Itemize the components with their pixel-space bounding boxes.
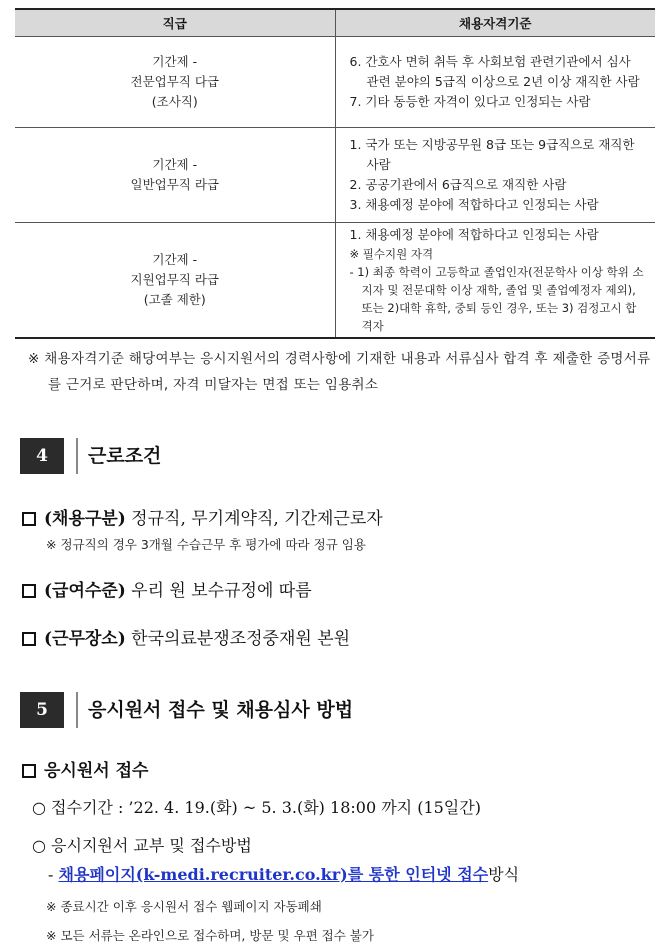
table-row (15, 37, 655, 128)
table-header-row (15, 9, 655, 37)
table-row (15, 223, 655, 339)
criteria-cell (335, 37, 655, 128)
criteria-item: 7. 기타 동등한 자격이 있다고 인정되는 사람 (349, 94, 591, 109)
criteria-item: 6. 간호사 면허 취득 후 사회보험 관련기관에서 심사 관련 분야의 5급직 이상으로 2년 이상 재직한 사람 (349, 54, 640, 89)
application-method: - 채용페이지(k-medi.recruiter.co.kr)를 통한 인터넷 접수방식 (48, 865, 520, 884)
rank-cell: 기간제 - 지원업무직 라급 (고졸 제한) (15, 223, 335, 339)
employment-type-item: (채용구분) 정규직, 무기계약직, 기간제근로자 (22, 504, 383, 529)
rank-cell: 기간제 - 전문업무직 다급 (조사직) (15, 37, 335, 128)
criteria-item: - 1) 최종 학력이 고등학교 졸업인자(전문학사 이상 학위 소지자 및 전문대학 이상 재학, 졸업 및 졸업예정자 제외), 또는 2)대학 휴학, 중퇴 등인 경우, 또는 3) 검정고시 합격자 (349, 265, 644, 333)
application-period: ○ 접수기간 : ’22. 4. 19.(화) ~ 5. 3.(화) 18:00 까지 (15일간) (32, 798, 481, 817)
salary-item: (급여수준) 우리 원 보수규정에 따름 (22, 576, 312, 601)
section-4-header (20, 438, 660, 474)
section-number: 5 (20, 692, 64, 728)
column-header-rank: 직급 (15, 9, 335, 37)
criteria-item: 3. 채용예정 분야에 적합하다고 인정되는 사람 (349, 197, 599, 212)
employment-type-note: ※ 정규직의 경우 3개월 수습근무 후 평가에 따라 정규 임용 (46, 537, 366, 552)
column-header-criteria: 채용자격기준 (335, 9, 655, 37)
divider (76, 438, 78, 474)
section-number: 4 (20, 438, 64, 474)
rank-cell: 기간제 - 일반업무직 라급 (15, 128, 335, 223)
checkbox-square-icon (22, 764, 36, 778)
table-row (15, 128, 655, 223)
qualification-table (15, 8, 655, 339)
section-title: 근로조건 (88, 445, 162, 467)
checkbox-square-icon (22, 512, 36, 526)
criteria-item: 2. 공공기관에서 6급직으로 재직한 사람 (349, 177, 567, 192)
application-heading: 응시원서 접수 (22, 756, 148, 781)
application-note: ※ 종료시간 이후 응시원서 접수 웹페이지 자동폐쇄 (46, 899, 322, 914)
divider (76, 692, 78, 728)
criteria-cell (335, 128, 655, 223)
criteria-cell (335, 223, 655, 339)
workplace-item: (근무장소) 한국의료분쟁조정중재원 본원 (22, 624, 350, 649)
recruit-page-link[interactable]: 채용페이지(k-medi.recruiter.co.kr)를 통한 인터넷 접수 (58, 865, 489, 884)
criteria-item: 1. 국가 또는 지방공무원 8급 또는 9급직으로 재직한 사람 (349, 137, 635, 172)
checkbox-square-icon (22, 584, 36, 598)
criteria-item: ※ 필수지원 자격 (349, 247, 434, 261)
section-title: 응시원서 접수 및 채용심사 방법 (88, 699, 354, 721)
criteria-item: 1. 채용예정 분야에 적합하다고 인정되는 사람 (349, 227, 599, 242)
section-5-header (20, 692, 660, 728)
application-method-title: ○ 응시지원서 교부 및 접수방법 (32, 836, 252, 855)
application-note: ※ 모든 서류는 온라인으로 접수하며, 방문 및 우편 접수 불가 (46, 928, 374, 943)
checkbox-square-icon (22, 632, 36, 646)
qualification-note: ※ 채용자격기준 해당여부는 응시지원서의 경력사항에 기재한 내용과 서류심사 합격 후 제출한 증명서류를 근거로 판단하며, 자격 미달자는 면접 또는 임용취소 (28, 351, 651, 393)
